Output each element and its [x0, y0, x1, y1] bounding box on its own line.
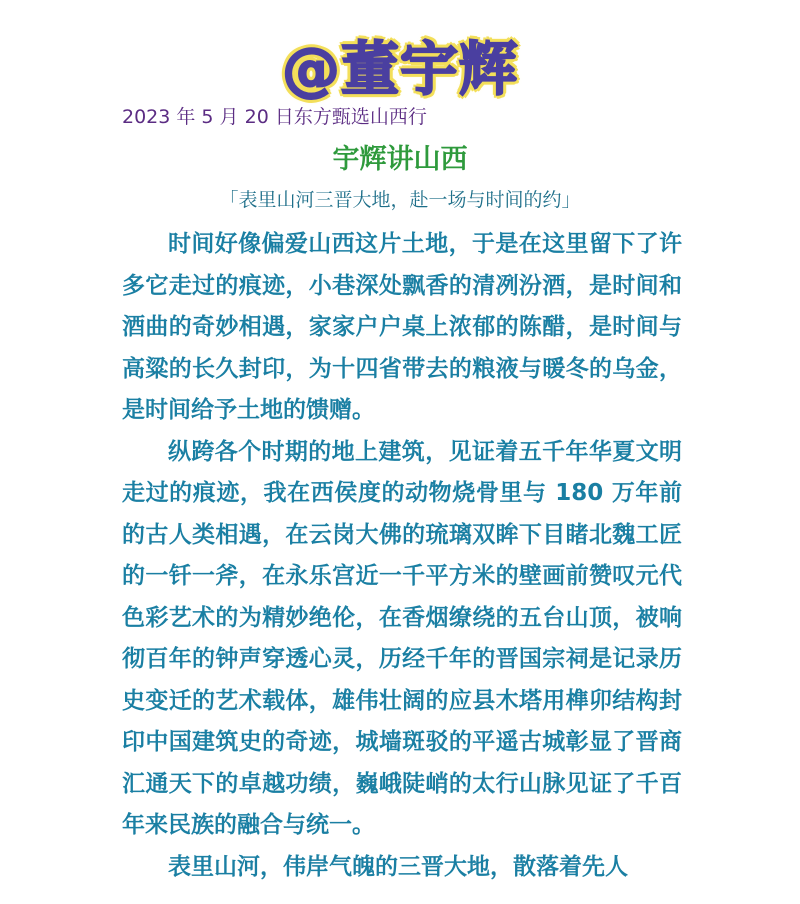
paragraph: 纵跨各个时期的地上建筑，见证着五千年华夏文明走过的痕迹，我在西侯度的动物烧骨里与 180 万年前的古人类相遇，在云岗大佛的琉璃双眸下目睹北魏工匠的一钎一斧，在永乐宫近一千平方米的壁画前赞叹元代色彩艺术的为精妙绝伦，在香烟缭绕的五台山顶，被响彻百年的钟声穿透心灵，历经千年的晋国宗祠是记录历史变迁的艺术载体，雄伟壮阔的应县木塔用榫卯结构封印中国建筑史的奇迹，城墙斑驳的平遥古城彰显了晋商汇通天下的卓越功绩，巍峨陡峭的太行山脉见证了千百年来民族的融合与统一。 — [122, 438, 682, 838]
author-handle: @董宇辉 — [281, 35, 518, 103]
date-line: 2023 年 5 月 20 日东方甄选山西行 — [122, 106, 427, 128]
page-subtitle: 「表里山河三晋大地，赴一场与时间的约」 — [219, 189, 581, 211]
paragraph: 表里山河，伟岸气魄的三晋大地，散落着先人 — [168, 853, 628, 880]
paragraph: 时间好像偏爱山西这片土地，于是在这里留下了许多它走过的痕迹，小巷深处飘香的清冽汾酒，是时间和酒曲的奇妙相遇，家家户户桌上浓郁的陈醋，是时间与高粱的长久封印，为十四省带去的粮液与暖冬的乌金，是时间给予土地的馈赠。 — [122, 231, 682, 423]
page-title: 宇辉讲山西 — [332, 144, 468, 175]
article-body — [122, 224, 682, 888]
